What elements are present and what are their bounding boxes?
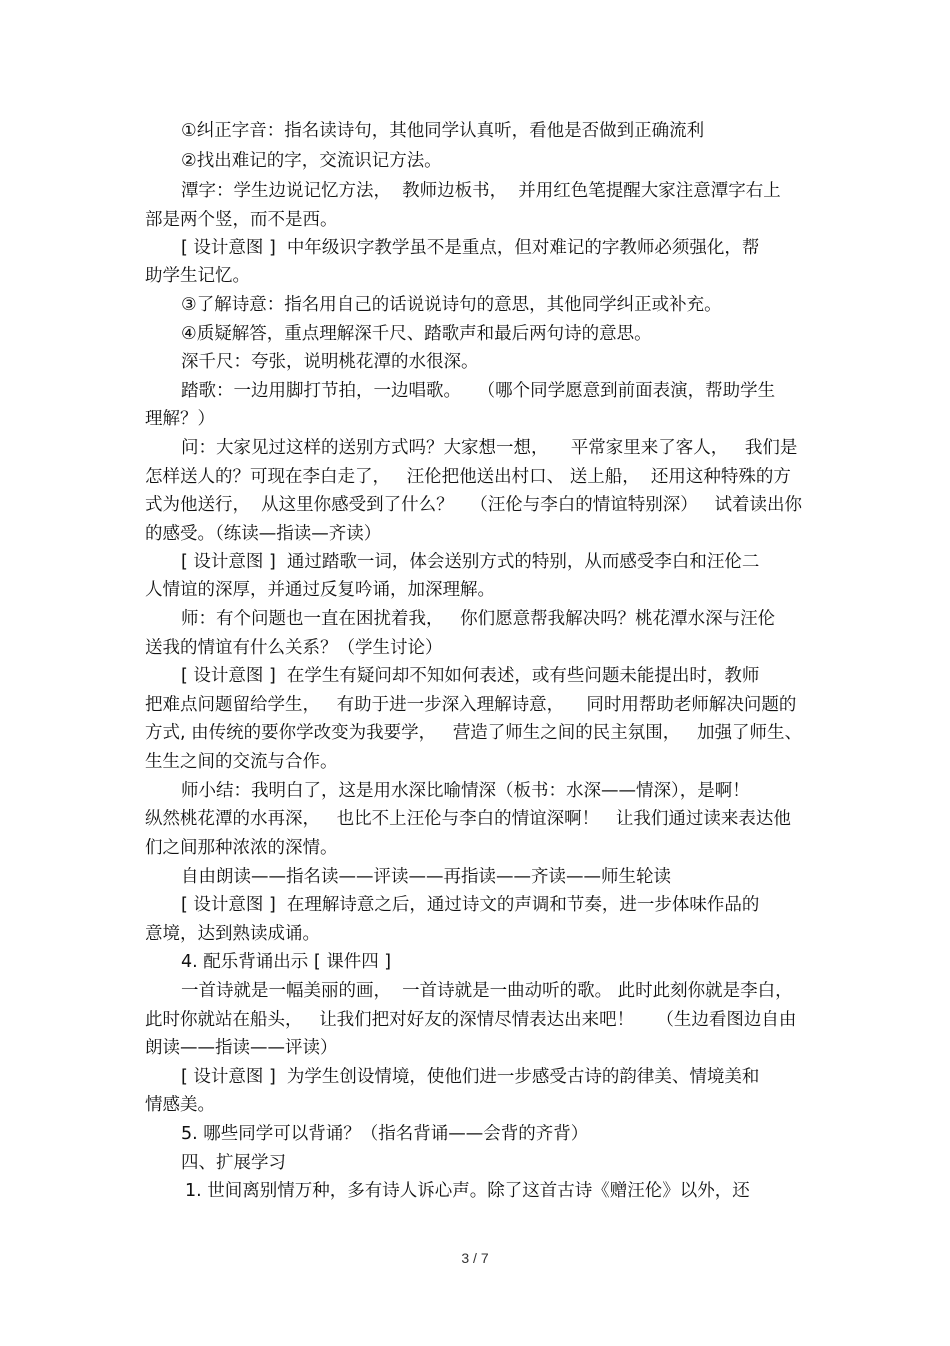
- text-line: 把难点问题留给学生， 有助于进一步深入理解诗意， 同时用帮助老师解决问题的: [145, 695, 797, 715]
- text-line: 自由朗读——指名读——评读——再指读——齐读——师生轮读: [181, 867, 671, 887]
- text-line: [ 设计意图 ] 通过踏歌一词，体会送别方式的特别，从而感受李白和汪伦二: [181, 552, 760, 572]
- text-line: 踏歌：一边用脚打节拍，一边唱歌。 （哪个同学愿意到前面表演，帮助学生: [181, 381, 776, 401]
- text-line: 问：大家见过这样的送别方式吗？大家想一想， 平常家里来了客人， 我们是: [181, 438, 798, 458]
- text-line: 部是两个竖，而不是西。: [145, 210, 338, 230]
- text-line: 朗读——指读——评读）: [145, 1038, 338, 1058]
- text-line: 师小结：我明白了，这是用水深比喻情深（板书：水深——情深），是啊！: [181, 781, 750, 801]
- text-line: ③了解诗意：指名用自己的话说说诗句的意思，其他同学纠正或补充。: [181, 295, 722, 315]
- text-line: 生生之间的交流与合作。: [145, 752, 338, 772]
- text-line: 纵然桃花潭的水再深， 也比不上汪伦与李白的情谊深啊！ 让我们通过读来表达他: [145, 809, 791, 829]
- text-line: 送我的情谊有什么关系？（学生讨论）: [145, 638, 443, 658]
- text-line: 的感受。（练读—指读—齐读）: [145, 524, 382, 544]
- text-line: [ 设计意图 ] 在理解诗意之后，通过诗文的声调和节奏，进一步体味作品的: [181, 895, 760, 915]
- text-line: 深千尺：夸张，说明桃花潭的水很深。: [181, 352, 479, 372]
- text-line: 1. 世间离别情万种，多有诗人诉心声。除了这首古诗《赠汪伦》以外，还: [185, 1181, 750, 1201]
- text-line: 方式, 由传统的要你学改变为我要学， 营造了师生之间的民主氛围， 加强了师生、: [145, 723, 802, 743]
- text-line: 们之间那种浓浓的深情。: [145, 838, 338, 858]
- text-line: 4. 配乐背诵出示 [ 课件四 ]: [181, 952, 392, 972]
- text-line: 助学生记忆。: [145, 266, 250, 286]
- text-line: ①纠正字音：指名读诗句，其他同学认真听，看他是否做到正确流利: [181, 121, 705, 141]
- text-line: 式为他送行， 从这里你感受到了什么？ （汪伦与李白的情谊特别深） 试着读出你: [145, 495, 802, 515]
- text-line: 情感美。: [145, 1095, 215, 1115]
- text-line: 一首诗就是一幅美丽的画， 一首诗就是一曲动听的歌。 此时此刻你就是李白，: [181, 981, 793, 1001]
- page-number: 3 / 7: [461, 1250, 489, 1266]
- text-line: ④质疑解答，重点理解深千尺、踏歌声和最后两句诗的意思。: [181, 324, 652, 344]
- text-line: 人情谊的深厚，并通过反复吟诵，加深理解。: [145, 580, 495, 600]
- text-line: 潭字：学生边说记忆方法， 教师边板书， 并用红色笔提醒大家注意潭字右上: [181, 181, 781, 201]
- text-line: 师：有个问题也一直在困扰着我， 你们愿意帮我解决吗？桃花潭水深与汪伦: [181, 609, 776, 629]
- text-line: ②找出难记的字，交流识记方法。: [181, 151, 442, 171]
- section-heading: 四、扩展学习: [181, 1153, 286, 1173]
- text-line: [ 设计意图 ] 中年级识字教学虽不是重点，但对难记的字教师必须强化，帮: [181, 238, 760, 258]
- text-line: 5. 哪些同学可以背诵？（指名背诵——会背的齐背）: [181, 1124, 589, 1144]
- text-line: 理解？）: [145, 409, 215, 429]
- text-line: 此时你就站在船头， 让我们把对好友的深情尽情表达出来吧！ （生边看图边自由: [145, 1010, 797, 1030]
- text-line: 意境，达到熟读成诵。: [145, 924, 320, 944]
- text-line: 怎样送人的？可现在李白走了， 汪伦把他送出村口、 送上船， 还用这种特殊的方: [145, 467, 791, 487]
- text-line: [ 设计意图 ] 在学生有疑问却不知如何表述，或有些问题未能提出时，教师: [181, 666, 760, 686]
- text-line: [ 设计意图 ] 为学生创设情境，使他们进一步感受古诗的韵律美、情境美和: [181, 1067, 760, 1087]
